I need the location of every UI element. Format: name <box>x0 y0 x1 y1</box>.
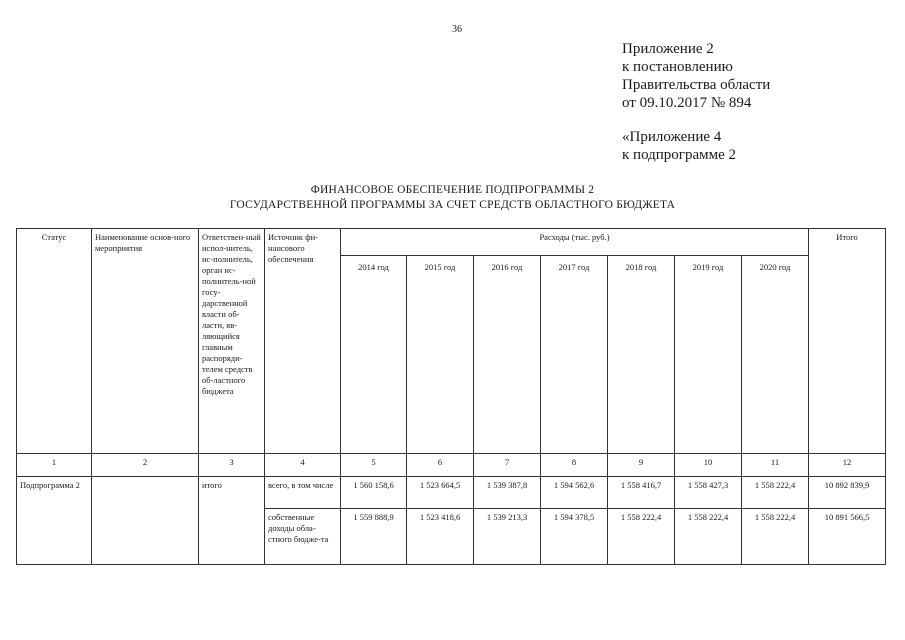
header-total: Итого <box>809 229 886 454</box>
cell-value: 1 523 418,6 <box>407 509 474 565</box>
document-title <box>0 183 905 213</box>
header-year-2014: 2014 год <box>341 256 407 454</box>
cell-value: 1 558 222,4 <box>742 477 809 509</box>
page-number: 36 <box>452 24 462 35</box>
appendix-quote <box>622 128 736 164</box>
column-number: 10 <box>675 454 742 477</box>
title-line-1: ФИНАНСОВОЕ ОБЕСПЕЧЕНИЕ ПОДПРОГРАММЫ 2 <box>310 184 595 196</box>
cell-value: 1 558 222,4 <box>675 509 742 565</box>
header-year-2020: 2020 год <box>742 256 809 454</box>
cell-value: 1 558 416,7 <box>608 477 675 509</box>
cell-total: 10 891 566,5 <box>809 509 886 565</box>
appendix-reference <box>622 40 770 112</box>
appendix-line-1: Приложение 2 <box>622 41 714 57</box>
appendix-quote-line-1: «Приложение 4 <box>622 129 722 145</box>
title-line-2: ГОСУДАРСТВЕННОЙ ПРОГРАММЫ ЗА СЧЕТ СРЕДСТВ ОБЛАСТНОГО БЮДЖЕТА <box>229 199 676 211</box>
appendix-line-4: от 09.10.2017 № 894 <box>622 95 752 111</box>
column-number-row <box>17 454 886 477</box>
header-status: Статус <box>17 229 92 454</box>
column-number: 5 <box>341 454 407 477</box>
cell-value: 1 539 213,3 <box>474 509 541 565</box>
appendix-quote-line-2: к подпрограмме 2 <box>622 147 736 163</box>
header-year-2015: 2015 год <box>407 256 474 454</box>
column-number: 8 <box>541 454 608 477</box>
cell-value: 1 558 222,4 <box>608 509 675 565</box>
column-number: 2 <box>92 454 199 477</box>
cell-value: 1 558 427,3 <box>675 477 742 509</box>
cell-total: 10 892 839,9 <box>809 477 886 509</box>
column-number: 3 <box>199 454 265 477</box>
column-number: 12 <box>809 454 886 477</box>
cell-value: 1 560 158,6 <box>341 477 407 509</box>
appendix-line-3: Правительства области <box>622 77 771 93</box>
cell-responsible: итого <box>199 477 265 565</box>
column-number: 1 <box>17 454 92 477</box>
header-year-2018: 2018 год <box>608 256 675 454</box>
cell-event-name <box>92 477 199 565</box>
column-number: 6 <box>407 454 474 477</box>
header-event-name: Наименование основ-ного мероприятия <box>92 229 199 454</box>
cell-source: собственные доходы обла-стного бюдже-та <box>265 509 341 565</box>
cell-value: 1 523 664,5 <box>407 477 474 509</box>
column-number: 9 <box>608 454 675 477</box>
table-row <box>17 477 886 509</box>
header-row-1 <box>17 229 886 256</box>
column-number: 11 <box>742 454 809 477</box>
header-year-2019: 2019 год <box>675 256 742 454</box>
cell-value: 1 594 562,6 <box>541 477 608 509</box>
header-year-2016: 2016 год <box>474 256 541 454</box>
header-responsible: Ответствен-ный испол-нитель, ис-полнитель, орган ис-полнитель-ной госу-дарственной власти об-ласти, яв-ляющийся главным распоряди-телем средств об-ластного бюджета <box>199 229 265 454</box>
header-source: Источник фи-нансового обеспечения <box>265 229 341 454</box>
cell-value: 1 594 378,5 <box>541 509 608 565</box>
cell-value: 1 539 387,8 <box>474 477 541 509</box>
cell-value: 1 559 888,9 <box>341 509 407 565</box>
column-number: 4 <box>265 454 341 477</box>
cell-value: 1 558 222,4 <box>742 509 809 565</box>
header-year-2017: 2017 год <box>541 256 608 454</box>
header-expenses: Расходы (тыс. руб.) <box>341 229 809 256</box>
column-number: 7 <box>474 454 541 477</box>
appendix-line-2: к постановлению <box>622 59 733 75</box>
financing-table <box>16 228 886 565</box>
cell-source: всего, в том числе <box>265 477 341 509</box>
cell-status: Подпрограмма 2 <box>17 477 92 565</box>
